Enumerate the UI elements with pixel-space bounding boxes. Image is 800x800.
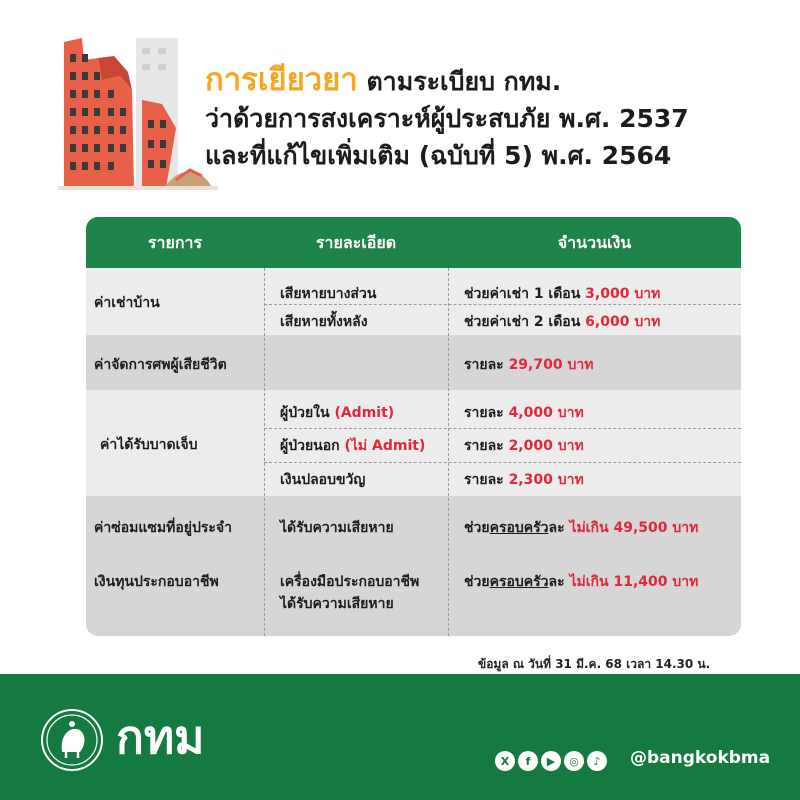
data-timestamp-note: ข้อมูล ณ วันที่ 31 มี.ค. 68 เวลา 14.30 น. [478,657,711,671]
label-funeral: ค่าจัดการศพผู้เสียชีวิต [94,357,227,373]
detail-outpatient: ผู้ป่วยนอก (ไม่ Admit) [280,438,426,454]
row-divider [264,462,741,463]
instagram-icon[interactable]: ◎ [564,751,584,771]
header-amount: จำนวนเงิน [557,233,632,252]
youtube-icon[interactable]: ▶ [541,751,561,771]
column-divider [448,268,449,636]
table-header [86,217,741,268]
amount-career: ช่วยครอบครัวละ ไม่เกิน 11,400 บาท [464,574,699,590]
compensation-table [86,217,741,636]
facebook-icon[interactable]: f [518,751,538,771]
detail-repair: ได้รับความเสียหาย [280,520,394,536]
detail-partial-damage: เสียหายบางส่วน [280,286,377,302]
title-line-2: ว่าด้วยการสงเคราะห์ผู้ประสบภัย พ.ศ. 2537 [205,104,689,133]
amount-repair: ช่วยครอบครัวละ ไม่เกิน 49,500 บาท [464,520,699,536]
amount-rent-1: ช่วยค่าเช่า 1 เดือน 3,000 บาท [464,286,661,302]
bma-seal-logo [40,708,104,772]
title-line-1 [205,62,785,100]
header-item: รายการ [147,233,203,252]
detail-consolation: เงินปลอบขวัญ [280,472,366,488]
detail-career-1: เครื่องมือประกอบอาชีพ [280,574,420,590]
social-icons [495,751,610,771]
tiktok-icon[interactable]: ♪ [587,751,607,771]
amount-consolation: รายละ 2,300 บาท [464,472,584,488]
amount-rent-2: ช่วยค่าเช่า 2 เดือน 6,000 บาท [464,314,661,330]
amount-inpatient: รายละ 4,000 บาท [464,405,584,421]
x-icon[interactable]: X [495,751,515,771]
detail-inpatient: ผู้ป่วยใน (Admit) [280,405,395,421]
title-block [205,62,785,174]
title-accent: การเยียวยา [205,62,358,98]
label-repair: ค่าซ่อมแซมที่อยู่ประจำ [94,520,232,536]
collapsing-building-illustration [58,20,218,195]
row-divider [264,428,741,429]
brand-text: กทม [116,710,205,764]
label-rent: ค่าเช่าบ้าน [94,295,160,311]
header-detail: รายละเอียด [315,233,397,252]
amount-outpatient: รายละ 2,000 บาท [464,438,584,454]
amount-funeral: รายละ 29,700 บาท [464,357,594,373]
detail-total-damage: เสียหายทั้งหลัง [280,314,368,330]
social-handle[interactable]: @bangkokbma [630,748,771,768]
title-rest: ตามระเบียบ กทม. [357,67,562,96]
column-divider [264,268,265,636]
label-injury: ค่าได้รับบาดเจ็บ [100,437,198,453]
label-career: เงินทุนประกอบอาชีพ [94,574,219,590]
title-line-3: และที่แก้ไขเพิ่มเติม (ฉบับที่ 5) พ.ศ. 2564 [205,141,672,170]
detail-career-2: ได้รับความเสียหาย [280,596,394,612]
